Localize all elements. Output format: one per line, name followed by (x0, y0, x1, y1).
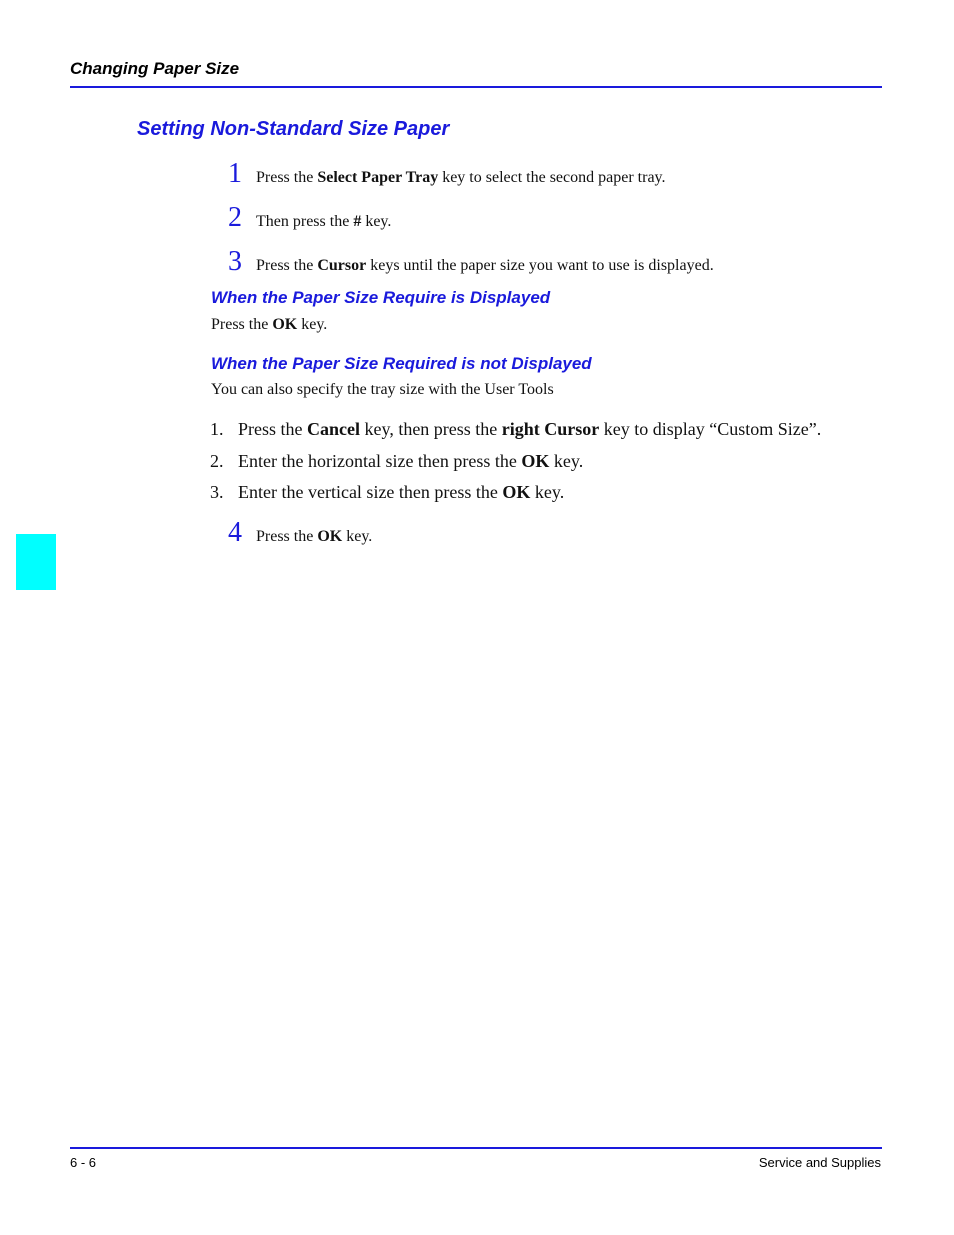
step-number: 2 (228, 202, 242, 233)
step-4: 4 Press the OK key. (228, 517, 373, 548)
subheading-displayed: When the Paper Size Require is Displayed (211, 288, 551, 307)
step-number: 1 (228, 158, 242, 189)
not-displayed-intro: You can also specify the tray size with the User Tools (211, 381, 554, 398)
step-number: 3 (228, 246, 242, 277)
list-item-3: 3. Enter the vertical size then press the OK key. (210, 482, 565, 502)
page-number: 6 - 6 (70, 1155, 97, 1170)
footer-chapter: Service and Supplies (758, 1155, 881, 1170)
step-number: 4 (228, 517, 242, 548)
section-title: Setting Non-Standard Size Paper (137, 118, 450, 140)
list-item-1: 1. Press the Cancel key, then press the right Cursor key to display “Custom Size”. (210, 419, 822, 439)
list-item-2: 2. Enter the horizontal size then press the OK key. (210, 451, 584, 471)
step-3: 3 Press the Cursor keys until the paper size you want to use is displayed. (228, 246, 714, 277)
footer-rule (70, 1147, 882, 1149)
displayed-instruction: Press the OK key. (211, 316, 328, 333)
subheading-not-displayed: When the Paper Size Required is not Displayed (211, 354, 592, 373)
header-rule (70, 86, 882, 88)
step-1: 1 Press the Select Paper Tray key to select the second paper tray. (228, 158, 666, 189)
running-header: Changing Paper Size (70, 59, 240, 78)
step-2: 2 Then press the # key. (228, 202, 392, 233)
chapter-tab-marker (16, 534, 56, 590)
